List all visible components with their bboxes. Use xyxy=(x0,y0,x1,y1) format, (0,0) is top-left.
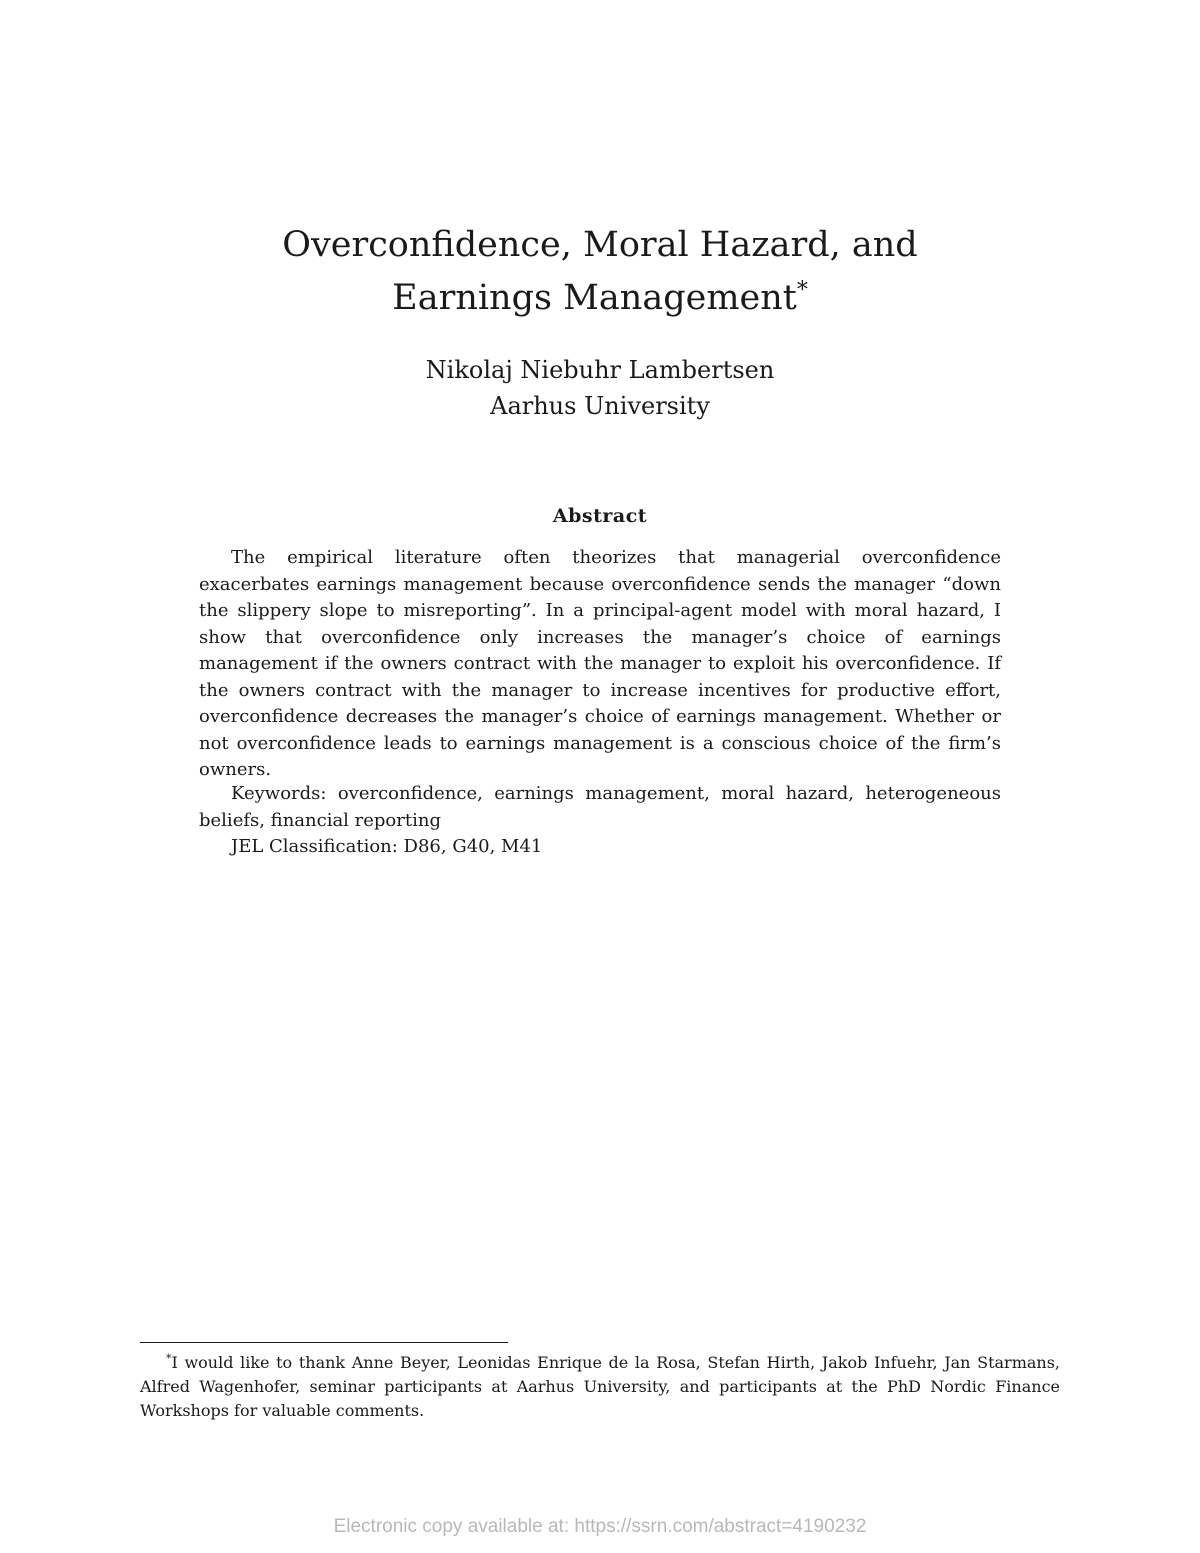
paper-title xyxy=(200,222,1000,321)
abstract-body: The empirical literature often theorizes that managerial overconfidence exacerbates earnings management because overconfidence sends the manager “down the slippery slope to misreporting”. In a principal-agent model with moral hazard, I show that overconfidence only increases the manager’s choice of earnings management if the owners contract with the manager to exploit his overconfidence. If the owners contract with the manager to increase incentives for productive effort, overconfidence decreases the manager’s choice of earnings management. Whether or not overconfidence leads to earnings management is a conscious choice of the firm’s owners. xyxy=(199,547,1001,780)
author-affiliation: Aarhus University xyxy=(490,392,710,420)
footnote-mark: * xyxy=(166,1352,172,1365)
keywords: Keywords: overconfidence, earnings management, moral hazard, heterogeneous beliefs, financial reporting xyxy=(199,783,1001,831)
abstract-heading: Abstract xyxy=(552,505,648,527)
footnote xyxy=(140,1347,1060,1423)
author-name: Nikolaj Niebuhr Lambertsen xyxy=(425,356,775,384)
author-block xyxy=(300,352,900,424)
footnote-divider xyxy=(140,1342,508,1343)
footnote-text: I would like to thank Anne Beyer, Leonidas Enrique de la Rosa, Stefan Hirth, Jakob Infuehr, Jan Starmans, Alfred Wagenhofer, seminar participants at Aarhus University, and participants at the PhD Nordic Finance Workshops for valuable comments. xyxy=(140,1353,1060,1420)
jel-classification: JEL Classification: D86, G40, M41 xyxy=(231,836,543,857)
paper-title-text: Overconfidence, Moral Hazard, and Earnings Management xyxy=(282,225,918,318)
ssrn-watermark: Electronic copy available at: https://ssrn.com/abstract=4190232 xyxy=(333,1516,867,1537)
title-footnote-mark: * xyxy=(796,278,808,303)
